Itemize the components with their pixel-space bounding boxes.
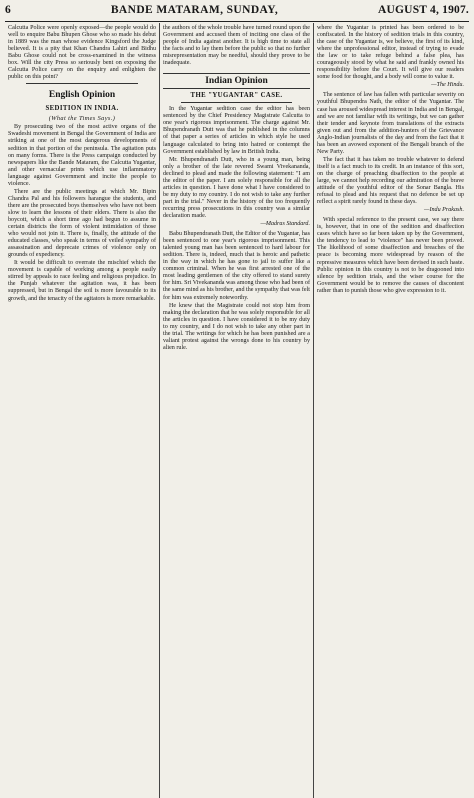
col3-intro: where the Yugantar is printed has been ordered to be confiscated. In the history of sedition trials in this country, the case of the Yugantar is, we believe, the first of its kind, where the unprofessional editor, instead of trying to evade the law or to take refuge behind a false plea, has courageously stood by what he said and frankly owned his responsibility before the Court. It will give our readers some food for thought, and a body will come to value it. xyxy=(317,25,464,81)
col3-paragraph: The fact that it has taken no trouble whatever to defend itself is a fact much to its credit. In an instance of this sort, on the charge of preaching disaffection to the people at large, we cannot help recording our admiration of the brave attitude of the youthful editor of the Sonar Bangla. His refusal to plead and his request that no defence be set up reflect a spirit rarely found in these days. xyxy=(317,156,464,206)
col1-intro: Calcutta Police were openly exposed—the people would do well to enquire Babu Bhupen Ghose who so made his debut in 1889 was the man whose evidence Kingsford the Judge believed. It is a pity that Khan Chandra Lahiri and Bidhu Babu Ghose could not be cross-examined in the witness box. Will the city Press so seriously bent on exposing the Calcutta Police carry on the enquiry and enlighten the public on this point? xyxy=(8,25,156,81)
paper-name: BANDE MATARAM, SUNDAY, xyxy=(110,4,279,16)
article-title-sedition: SEDITION IN INDIA. xyxy=(45,105,119,113)
col3-paragraph: With special reference to the present case, we say there is, however, that in one of the sedition and disaffection cases which have so far been taken up by the Government, the tendency to lead to "violence" has never been proved. The likelihood of some disaffection and breaches of the peace is becoming more widespread by reason of the repressive measures which have been devised in such haste. Public opinion in this country is not to be dragooned into silence by sedition trials, and the wiser course for the Government would be to remove the causes of discontent rather than to punish those who give expression to it. xyxy=(317,217,464,294)
col3-paragraph: The sentence of law has fallen with particular severity on youthful Bhupendra Nath, the editor of the Yugantar. The case has aroused widespread interest in India and in Bengal, and we are not familiar with its writings, but we can gather their tender and keynote from translations of the extracts given out and from the addition-hunters of the Grievance Anglo-Indian journalists of the day and from the fact that it has been an avowed exponent of the Bengali branch of the New Party. xyxy=(317,92,464,155)
section-heading-indian-opinion: Indian Opinion xyxy=(163,73,310,89)
column-left xyxy=(5,23,159,798)
source-credit: —Madras Standard. xyxy=(260,221,310,228)
article-byline: (What the Times Says.) xyxy=(48,115,116,123)
divider xyxy=(181,102,292,103)
column-middle xyxy=(159,23,313,798)
col1-paragraph: It would be difficult to overrate the mischief which the movement is capable of working among a people easily stirred by appeals to race feeling and religious prejudice. In the Punjab whatever the agitation was, it has been suppressed, but in Bengal the soil is more favourable to its growth, and the tenacity of the agitators is more remarkable. xyxy=(8,260,156,302)
col2-paragraph: Mr. Bhupendranath Dutt, who in a young man, being only a brother of the late revered Swami Vivekananda, declined to plead and made the following statement: "I am the editor of the paper. I am solely responsible for all the articles in question. I have done what I have considered to be my duty to my country. I do not wish to take any further part in the trial." Never in the history of the too frequently recurring press prosecutions in this country was a similar declaration made. xyxy=(163,156,310,219)
col1-paragraph: By prosecuting two of the most active organs of the Swadeshi movement in Bengal the Government of India are striking at one of the most dangerous developments of sedition in that portion of the peninsula. The agitation puts on many forms. There is the Press campaign conducted by newspapers like the Bande Mataram, the Calcutta Yugantar, and other vernacular prints which use inflammatory language against Government and incite the people to violence. xyxy=(8,124,156,187)
page-number: 6 xyxy=(5,4,11,16)
section-heading-english-opinion: English Opinion xyxy=(48,90,116,101)
column-right xyxy=(313,23,467,798)
col2-paragraph: Babu Bhupendranath Dutt, the Editor of the Yugantar, has been sentenced to one year's rigorous imprisonment. This talented young man has been sentenced to hard labour for sedition. There is, indeed, much that is heroic and pathetic in the way in which he has gone to jail to suffer like a common criminal. When he was first arrested one of the most leading gentlemen of the city offered to stand surety for him. Sri Vivekananda was among those who had been of the same mind as his brother, and the sympathy that was felt for him was extremely noteworthy. xyxy=(163,231,311,301)
source-credit: —Indu Prakash. xyxy=(424,207,464,214)
col2-intro: the authors of the whole trouble have turned round upon the Government and accused them of inciting one class of the people of India against another. It is high time to state all the facts and to lay them before the public so that no further misrepresentation may be needful, should they prove to be inadequate. xyxy=(163,25,310,67)
col1-paragraph: There are the public meetings at which Mr. Bipin Chandra Pal and his followers harangue the students, and there are the prosecuted boys themselves who have not been slow to learn the lessons of their elders. There is also the boycott, which a short time ago had begun to assume in certain districts the form of violent intimidation of those who would not join it. There is, finally, the attitude of the educated classes, who speak in terms of veiled sympathy of assassination and deprecate crimes of violence only on grounds of expediency. xyxy=(8,188,156,259)
article-title-yugantar-case: THE "YUGANTAR" CASE. xyxy=(190,92,283,100)
masthead xyxy=(5,4,469,22)
col2-paragraph: He knew that the Magistrate could not stop him from making the declaration that he was solely responsible for all the articles in question. I have considered it to be my duty to my country, and I do not wish to take any other part in the trial. The writings for which he has been punished are a valiant protest against the wrongs done to his country by alien rule. xyxy=(163,302,310,351)
columns xyxy=(5,23,469,798)
col2-paragraph: In the Yugantar sedition case the editor has been sentenced by the Chief Presidency Magistrate Calcutta to one year's rigorous imprisonment. The charge against Mr. Bhupendranath Dutt was that he published in the columns of that paper a series of articles in which style he used language calculated to bring into hatred or contempt the Government established by law in British India. xyxy=(163,106,310,155)
divider xyxy=(26,83,138,84)
issue-date: AUGUST 4, 1907. xyxy=(378,4,469,16)
source-credit: —The Hindu. xyxy=(431,82,464,89)
